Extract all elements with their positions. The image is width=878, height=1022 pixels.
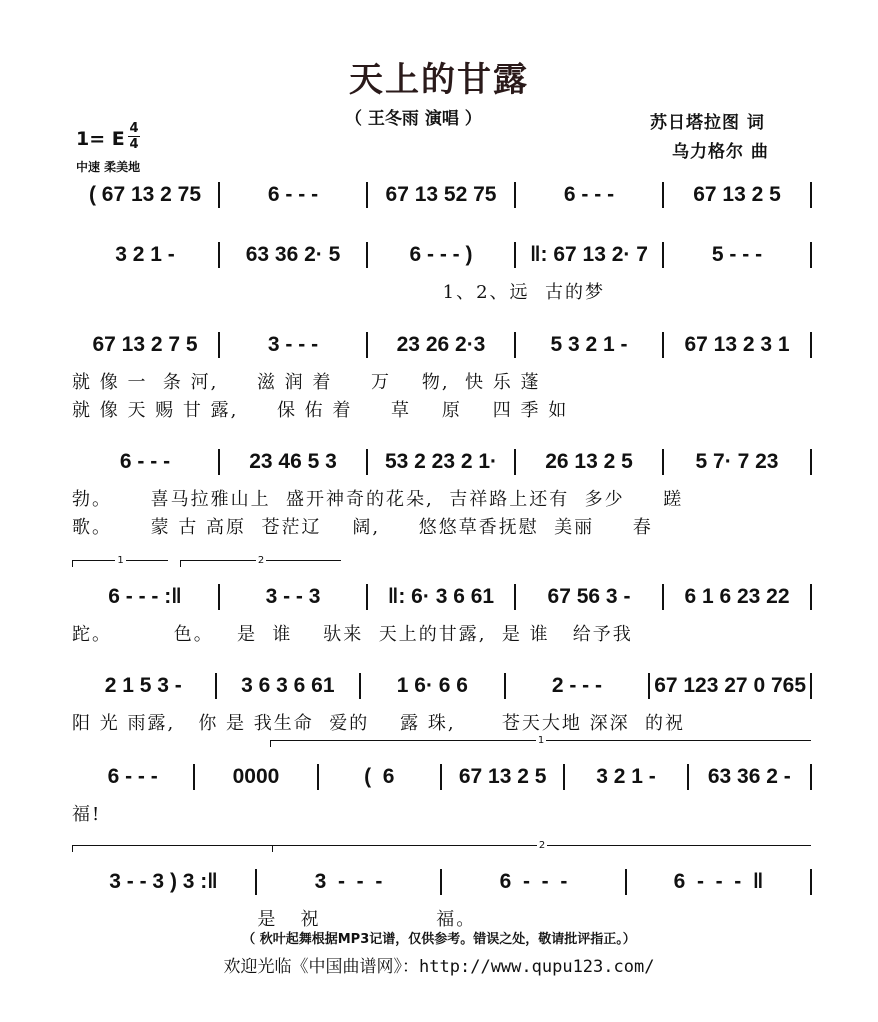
measure: 67 123 27 0 765 bbox=[654, 674, 806, 697]
measure: 6 - - - bbox=[267, 183, 319, 206]
measure: 67 56 3 - bbox=[547, 585, 631, 608]
measure: 2 - - - bbox=[551, 674, 602, 697]
notes-row bbox=[72, 582, 812, 612]
measure: 23 26 2·3 bbox=[396, 333, 486, 356]
measure: 67 13 2 5 bbox=[693, 183, 781, 206]
measure: 3 2 1 - bbox=[115, 243, 175, 266]
measure: 0000 bbox=[232, 765, 280, 788]
measure: 5 7· 7 23 bbox=[695, 450, 779, 473]
barline bbox=[810, 673, 812, 699]
measure: ( 67 13 2 75 bbox=[88, 183, 202, 206]
lyric-line: 勃。 喜马拉雅山上 盛开神奇的花朵, 吉祥路上还有 多少 蹉 bbox=[72, 489, 684, 510]
volta-number: 2 bbox=[538, 840, 546, 851]
volta-bracket bbox=[272, 840, 811, 852]
barline bbox=[810, 182, 812, 208]
measure: 53 2 23 2 1· bbox=[384, 450, 498, 473]
song-title: 天上的甘露 bbox=[349, 60, 529, 100]
measure: 23 46 5 3 bbox=[249, 450, 337, 473]
measure: 67 13 2 5 bbox=[458, 765, 547, 788]
measure: ‖: 6· 3 6 61 bbox=[387, 585, 495, 608]
barline bbox=[810, 869, 812, 895]
measure: 67 13 2 3 1 bbox=[684, 333, 790, 356]
notes-row bbox=[72, 671, 812, 701]
measure: 2 1 5 3 - bbox=[104, 674, 182, 697]
measure: 3 - - 3 bbox=[265, 585, 321, 608]
measure: 26 13 2 5 bbox=[545, 450, 633, 473]
website-footer: 欢迎光临《中国曲谱网》：http://www.qupu123.com/ bbox=[223, 957, 655, 977]
notes-row bbox=[72, 330, 812, 360]
singer-credit: （ 王冬雨 演唱 ） bbox=[345, 109, 482, 129]
measure: 5 - - - bbox=[711, 243, 763, 266]
transcription-note: （ 秋叶起舞根据MP3记谱，仅供参考。错误之处，敬请批评指正。） bbox=[242, 932, 636, 947]
volta-number: 2 bbox=[257, 555, 265, 566]
measure: 6 - - - ) bbox=[409, 243, 473, 266]
volta-number: 1 bbox=[117, 555, 124, 566]
lyric-line: 是 祝 福。 bbox=[72, 909, 477, 930]
measure: 3 2 1 - bbox=[596, 765, 656, 788]
measure: ‖: 67 13 2· 7 bbox=[530, 243, 648, 266]
measure: 3 6 3 6 61 bbox=[241, 674, 335, 697]
notes-row bbox=[72, 867, 812, 897]
measure: 67 13 52 75 bbox=[385, 183, 497, 206]
lyric-line: 福! bbox=[72, 804, 102, 825]
lyric-line: 1、2、远 古的梦 bbox=[72, 282, 605, 303]
lyric-line: 歌。 蒙 古 高原 苍茫辽 阔, 悠悠草香抚慰 美丽 春 bbox=[72, 517, 653, 538]
barline bbox=[810, 764, 812, 790]
measure: 63 36 2 - bbox=[707, 765, 791, 788]
time-top: 4 bbox=[129, 121, 139, 136]
measure: 3 - - - bbox=[267, 333, 319, 356]
measure: 6 - - - :‖ bbox=[108, 585, 182, 608]
measure: 67 13 2 7 5 bbox=[92, 333, 198, 356]
measure: 6 - - - bbox=[563, 183, 615, 206]
barline bbox=[810, 449, 812, 475]
measure: 6 - - - ‖ bbox=[673, 870, 764, 893]
measure: 3 - - - bbox=[314, 870, 383, 893]
notes-row bbox=[72, 180, 812, 210]
measure: 6 - - - bbox=[107, 765, 158, 788]
volta-bracket bbox=[270, 735, 811, 747]
barline bbox=[810, 584, 812, 610]
composer-credit: 乌力格尔 曲 bbox=[672, 142, 769, 162]
tempo-marking: 中速 柔美地 bbox=[76, 160, 141, 174]
notes-row bbox=[72, 447, 812, 477]
measure: 6 - - - bbox=[499, 870, 568, 893]
lyric-line: 跎。 色。 是 谁 驮来 天上的甘露, 是 谁 给予我 bbox=[72, 624, 633, 645]
time-bottom: 4 bbox=[129, 137, 139, 152]
lyric-line: 阳 光 雨露, 你 是 我生命 爱的 露 珠, 苍天大地 深深 的祝 bbox=[72, 713, 686, 734]
volta-bracket bbox=[72, 845, 273, 852]
measure: 63 36 2· 5 bbox=[245, 243, 341, 266]
lyricist-credit: 苏日塔拉图 词 bbox=[650, 113, 765, 133]
measure: 3 - - 3 ) 3 :‖ bbox=[109, 870, 218, 893]
measure: 5 3 2 1 - bbox=[550, 333, 628, 356]
notes-row bbox=[72, 762, 812, 792]
barline bbox=[810, 242, 812, 268]
time-signature bbox=[128, 122, 140, 151]
lyric-line: 就 像 天 赐 甘 露, 保 佑 着 草 原 四 季 如 bbox=[72, 400, 569, 421]
measure: 6 - - - bbox=[119, 450, 171, 473]
notes-row bbox=[72, 240, 812, 270]
measure: 6 1 6 23 22 bbox=[684, 585, 790, 608]
measure: ( 6 bbox=[364, 765, 395, 788]
lyric-line: 就 像 一 条 河, 滋 润 着 万 物, 快 乐 蓬 bbox=[72, 372, 541, 393]
barline bbox=[810, 332, 812, 358]
measure: 1 6· 6 6 bbox=[396, 674, 468, 697]
volta-bracket bbox=[72, 555, 168, 567]
volta-bracket bbox=[180, 555, 341, 567]
key-signature: 1= E bbox=[76, 128, 125, 150]
volta-number: 1 bbox=[537, 735, 545, 746]
